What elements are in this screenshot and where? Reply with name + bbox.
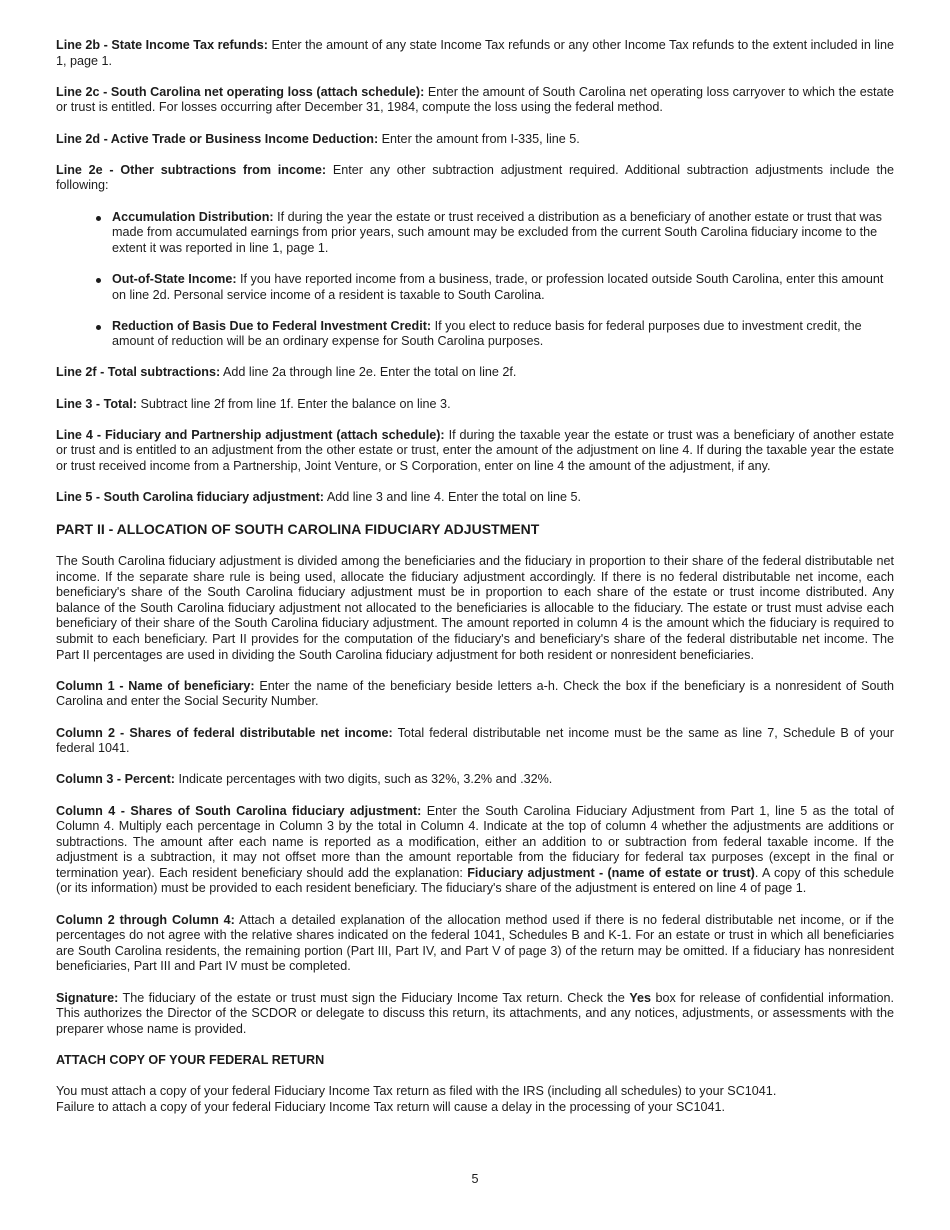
line-2c-label: Line 2c - South Carolina net operating loss (attach schedule): <box>56 84 425 99</box>
bullet-out-of-state-income <box>56 272 894 303</box>
bullet-label: Accumulation Distribution: <box>112 209 274 224</box>
line-3-label: Line 3 - Total: <box>56 396 137 411</box>
line-2b-label: Line 2b - State Income Tax refunds: <box>56 38 268 52</box>
line-5-label: Line 5 - South Carolina fiduciary adjustment: <box>56 490 324 505</box>
line-2d-label: Line 2d - Active Trade or Business Income Deduction: <box>56 131 379 146</box>
column-4-explanation: Fiduciary adjustment - (name of estate or trust) <box>467 865 755 880</box>
column-3-label: Column 3 - Percent: <box>56 772 175 787</box>
signature-instruction <box>56 991 894 1038</box>
signature-text: The fiduciary of the estate or trust must sign the Fiduciary Income Tax return. Check the <box>122 990 625 1005</box>
part-2-intro: The South Carolina fiduciary adjustment is divided among the beneficiaries and the fiduciary in proportion to their share of the federal distributable net income. If the separate share rule is being used, allocate the fiduciary adjustment accordingly. If there is no federal distributable net income, each beneficiary's share of the South Carolina fiduciary adjustment must be in proportion to each share of the estate or trust income distributed. Any balance of the South Carolina fiduciary adjustment not allocated to the beneficiaries is allocable to the fiduciary. The estate or trust must advise each beneficiary of their share of the South Carolina fiduciary adjustment. The amount reported in column 4 is the amount which the fiduciary is required to submit to each beneficiary. Part II provides for the computation of the fiduciary's and beneficiary's share of the federal distributable net income. The Part II percentages are used in dividing the South Carolina fiduciary adjustment for both resident or nonresident beneficiaries. <box>56 554 894 662</box>
line-2b-instruction <box>56 38 894 69</box>
line-2e-instruction <box>56 163 894 194</box>
column-2-through-4-text: Attach a detailed explanation of the allocation method used if there is no federal distributable net income, or if the percentages do not agree with the relative shares indicated on the federal 1041, Schedules B and K-1. For an estate or trust in which all beneficiaries are South Carolina residents, the remaining portion (Part III, Part IV, and Part V of page 3) of the return may be omitted. If a fiduciary has nonresident beneficiaries, Part III and Part IV must be completed. <box>56 912 894 974</box>
column-4-instruction <box>56 804 894 898</box>
bullet-label: Reduction of Basis Due to Federal Investment Credit: <box>112 318 432 333</box>
bullet-label: Out-of-State Income: <box>112 271 237 286</box>
attach-line-2: Failure to attach a copy of your federal Fiduciary Income Tax return will cause a delay in the processing of your SC1041. <box>56 1099 725 1114</box>
bullet-icon <box>96 216 101 221</box>
column-1-instruction <box>56 679 894 710</box>
line-4-instruction <box>56 428 894 475</box>
column-1-text: Enter the name of the beneficiary beside letters a-h. Check the box if the beneficiary is a nonresident of South Carolina and enter the Social Security Number. <box>56 678 895 709</box>
signature-label: Signature: <box>56 990 119 1005</box>
attach-line-1: You must attach a copy of your federal Fiduciary Income Tax return as filed with the IRS (including all schedules) to your SC1041. <box>56 1084 777 1099</box>
line-2d-instruction <box>56 132 894 148</box>
line-2f-instruction <box>56 365 894 381</box>
line-2f-text: Add line 2a through line 2e. Enter the total on line 2f. <box>223 365 517 380</box>
line-5-text: Add line 3 and line 4. Enter the total on line 5. <box>326 490 581 505</box>
column-2-instruction <box>56 726 894 757</box>
column-1-label: Column 1 - Name of beneficiary: <box>56 678 255 693</box>
bullet-text: If you have reported income from a business, trade, or profession located outside South Carolina, enter this amount on line 2d. Personal service income of a resident is taxable to South Carolina. <box>112 271 884 302</box>
signature-text-continued: box for release of confidential information. This authorizes the Director of the SCDOR or delegate to discuss this return, its attachments, and any notices, adjustments, or assessments with the preparer whose name is provided. <box>56 990 894 1036</box>
line-2c-instruction <box>56 85 894 116</box>
bullet-reduction-of-basis <box>56 319 894 350</box>
line-2e-text: Enter any other subtraction adjustment required. Additional subtraction adjustments include the following: <box>56 162 894 193</box>
column-2-label: Column 2 - Shares of federal distributable net income: <box>56 725 393 740</box>
line-2e-label: Line 2e - Other subtractions from income: <box>56 162 327 177</box>
line-5-instruction <box>56 490 894 506</box>
line-2d-text: Enter the amount from I-335, line 5. <box>381 131 580 146</box>
bullet-accumulation-distribution <box>56 210 894 257</box>
column-2-text: Total federal distributable net income must be the same as line 7, Schedule B of your federal 1041. <box>56 725 895 756</box>
subtraction-bullet-list <box>56 210 894 350</box>
page-number: 5 <box>471 1172 479 1186</box>
line-2b-text: Enter the amount of any state Income Tax refunds or any other Income Tax refunds to the extent included in line 1, page 1. <box>56 38 894 68</box>
column-4-text: Enter the South Carolina Fiduciary Adjustment from Part 1, line 5 as the total of Column 4. Multiply each percentage in Column 3 by the total in Column 4. Indicate at the top of column 4 whether the adjustments are additions or subtractions. The amount after each name is reported as a modification, either an addition to or subtraction from federal taxable income. If the adjustment is a subtraction, it may not offset more than the amount reportable from the fiduciary for federal tax purposes (except in the final or termination year). Each resident beneficiary should add the explanation: <box>56 803 895 880</box>
part-2-heading: PART II - ALLOCATION OF SOUTH CAROLINA FIDUCIARY ADJUSTMENT <box>56 521 540 538</box>
column-3-text: Indicate percentages with two digits, such as 32%, 3.2% and .32%. <box>178 772 553 787</box>
line-2c-text: Enter the amount of South Carolina net operating loss carryover to which the estate or trust is entitled. For losses occurring after December 31, 1984, compute the loss using the federal method. <box>56 84 894 115</box>
line-3-text: Subtract line 2f from line 1f. Enter the balance on line 3. <box>140 396 451 411</box>
bullet-icon <box>96 278 101 283</box>
attach-heading: ATTACH COPY OF YOUR FEDERAL RETURN <box>56 1053 325 1067</box>
line-2f-label: Line 2f - Total subtractions: <box>56 365 221 380</box>
bullet-text: If during the year the estate or trust received a distribution as a beneficiary of another estate or trust that was made from accumulated earnings from prior years, such amount may be excluded from the current South Carolina fiduciary income to the extent it was reported in line 1, page 1. <box>112 209 882 255</box>
line-4-text: If during the taxable year the estate or trust was a beneficiary of another estate or trust and is entitled to an adjustment from the other estate or trust, enter the amount of the adjustment on line 4. If during the taxable year the estate or trust received income from a Partnership, Joint Venture, or S Corporation, enter on line 4 the amount of the adjustment, if any. <box>56 427 895 474</box>
column-2-through-4-instruction <box>56 913 894 975</box>
column-4-label: Column 4 - Shares of South Carolina fiduciary adjustment: <box>56 803 422 818</box>
bullet-text: If you elect to reduce basis for federal purposes due to investment credit, the amount of reduction will be an ordinary expense for South Carolina purposes. <box>112 318 862 349</box>
signature-yes: Yes <box>629 990 652 1005</box>
line-4-label: Line 4 - Fiduciary and Partnership adjustment (attach schedule): <box>56 427 445 442</box>
column-4-text-continued: . A copy of this schedule (or its information) must be provided to each resident beneficiary. The fiduciary's share of the adjustment is entered on line 4 of page 1. <box>56 865 895 896</box>
bullet-icon <box>96 325 101 330</box>
column-3-instruction <box>56 772 894 788</box>
instructions-page <box>56 38 894 1115</box>
column-2-through-4-label: Column 2 through Column 4: <box>56 912 235 927</box>
line-3-instruction <box>56 397 894 413</box>
